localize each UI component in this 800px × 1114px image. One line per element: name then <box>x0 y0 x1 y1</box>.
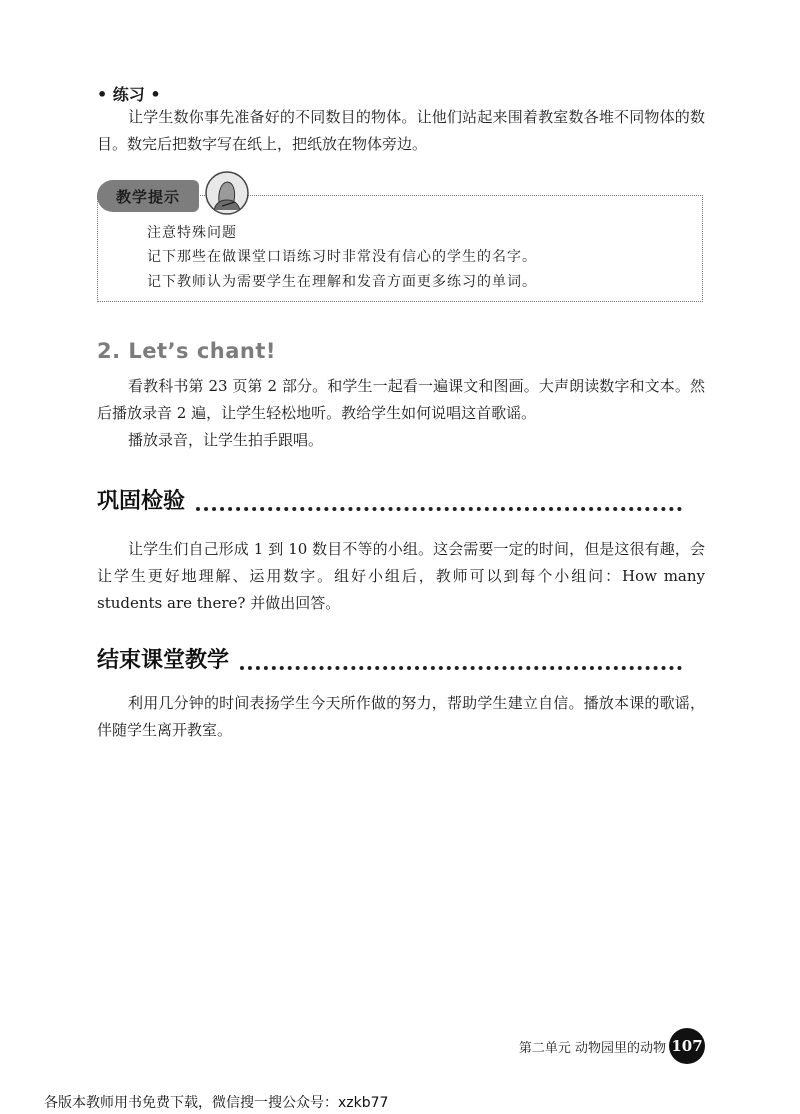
teacher-portrait-icon <box>204 170 250 220</box>
download-notice: 各版本教师用书免费下载，微信搜一搜公众号：xzkb77 <box>44 1095 389 1111</box>
heading-dotted-rule <box>196 507 682 511</box>
closing-heading: 结束课堂教学 <box>97 648 230 673</box>
tip-line: 记下教师认为需要学生在理解和发音方面更多练习的单词。 <box>147 274 537 290</box>
practice-heading: • 练习 • <box>97 85 161 104</box>
heading-dotted-rule <box>240 666 682 670</box>
teaching-tip-label: 教学提示 <box>97 180 199 212</box>
tip-line: 记下那些在做课堂口语练习时非常没有信心的学生的名字。 <box>147 249 537 265</box>
unit-label: 第二单元 动物园里的动物 <box>518 1041 666 1056</box>
consolidate-heading: 巩固检验 <box>97 489 186 514</box>
chant-paragraph-2: 播放录音，让学生拍手跟唱。 <box>128 431 324 449</box>
page-number-badge: 107 <box>669 1028 705 1064</box>
consolidate-text: 让学生们自己形成 1 到 10 数目不等的小组。这会需要一定的时间，但是这很有趣，会让学生更好地理解、运用数字。组好小组后，教师可以到每个小组问：How many students are there? 并做出回答。 <box>97 540 705 612</box>
chant-paragraph: 看教科书第 23 页第 2 部分。和学生一起看一遍课文和图画。大声朗读数字和文本。然后播放录音 2 遍，让学生轻松地听。教给学生如何说唱这首歌谣。 <box>97 377 705 422</box>
tip-line: 注意特殊问题 <box>147 225 237 241</box>
closing-text: 利用几分钟的时间表扬学生今天所作做的努力，帮助学生建立自信。播放本课的歌谣，伴随学生离开教室。 <box>97 694 705 739</box>
practice-text: 让学生数你事先准备好的不同数目的物体。让他们站起来围着教室数各堆不同物体的数目。数完后把数字写在纸上，把纸放在物体旁边。 <box>97 108 705 153</box>
chant-heading: 2. Let’s chant! <box>97 339 276 363</box>
